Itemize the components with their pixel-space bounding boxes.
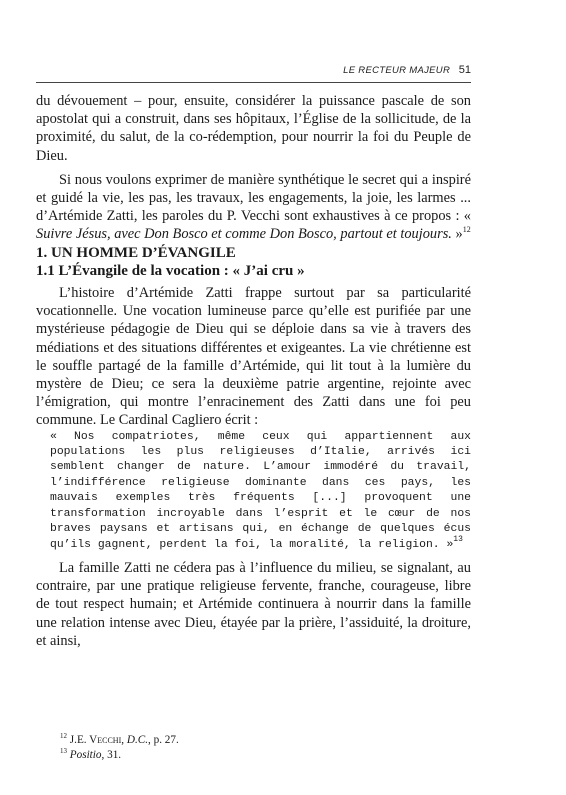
footnote-title: D.C.	[126, 734, 148, 746]
block-quote-text: « Nos compatriotes, même ceux qui appartiennent aux populations les plus religieuses d’Italie, arrivés ici semblent changer de nature. L’amour immodéré du travail, l’indifférence religieuse dominante dans ces pays, les mauvais exemples très fréquents [...] provoquent une transformation incroyable dans l’esprit et le cœur de nos braves paysans et artisans qui, en échange de quelques écus qu’ils gagnent, perdent la foi, la moralité, la religion. »	[50, 430, 471, 551]
subsection-heading: 1.1 L’Évangile de la vocation : « J’ai cru »	[36, 262, 305, 279]
footnote-author: J.E. Vecchi	[69, 734, 122, 746]
paragraph-secret	[36, 171, 471, 244]
footnote-number: 13	[60, 746, 67, 755]
footnote-ref-13[interactable]: 13	[453, 534, 463, 544]
paragraph-history: L’histoire d’Artémide Zatti frappe surtout par sa particularité vocationnelle. Une vocation lumineuse parce qu’elle est purifiée par une mystérieuse pédagogie de Dieu qui se déploie dans sa vie à travers des médiations et des situations différentes et exigeantes. La vie chrétienne est le souffle partagé de la famille d’Artémide, qui lit tout à la lumière du mystère de Dieu; ce sera la deuxième patrie argentine, rejointe avec l’émigration, qui montre l’enracinement des Zatti dans une foi peu commune. Le Cardinal Cagliero écrit :	[36, 285, 471, 429]
footnote-12: $^{12}$ J.E. Vecchi, D.C., p. 27.	[60, 732, 179, 746]
paragraph-secret-text: Si nous voulons exprimer de manière synthétique le secret qui a inspiré et guidé la vie, les pas, les travaux, les engagements, la joie, les larmes ... d’Artémide Zatti, les paroles du P. Vecchi sont exhaustives à ce propos : «	[36, 171, 471, 225]
footnote-rest: , p. 27.	[148, 734, 179, 746]
quote-close: »	[451, 226, 463, 243]
vecchi-quote: Suivre Jésus, avec Don Bosco et comme Don Bosco, partout et toujours.	[36, 226, 452, 243]
running-header	[36, 64, 471, 83]
footnote-13	[60, 748, 179, 763]
paragraph-family: La famille Zatti ne cédera pas à l’influence du milieu, se signalant, au contraire, par une pratique religieuse fervente, franche, courageuse, libre de tout respect humain; et Artémide continuera à nourrir dans la famille une relation intense avec Dieu, étayée par la prière, l’assiduité, la droiture, et ainsi,	[36, 559, 471, 649]
footnote-rest: , 31.	[101, 748, 122, 761]
section-heading: 1. UN HOMME D’ÉVANGILE	[36, 244, 236, 261]
footnote-number: 12	[60, 732, 67, 740]
running-title: LE RECTEUR MAJEUR	[343, 65, 451, 76]
block-quote	[36, 430, 471, 553]
footnote-ref-12[interactable]: 12	[462, 225, 471, 235]
page-number: 51	[458, 64, 471, 76]
main-text	[36, 92, 471, 650]
footnotes	[60, 733, 179, 762]
footnote-title: Positio	[69, 748, 102, 761]
paragraph-continuation: du dévouement – pour, ensuite, considérer la puissance pascale de son apostolat qui a construit, dans ses hôpitaux, l’Église de la sollicitude, de la proximité, du salut, de la co-rédemption, pour nourrir la foi du Peuple de Dieu.	[36, 93, 471, 164]
